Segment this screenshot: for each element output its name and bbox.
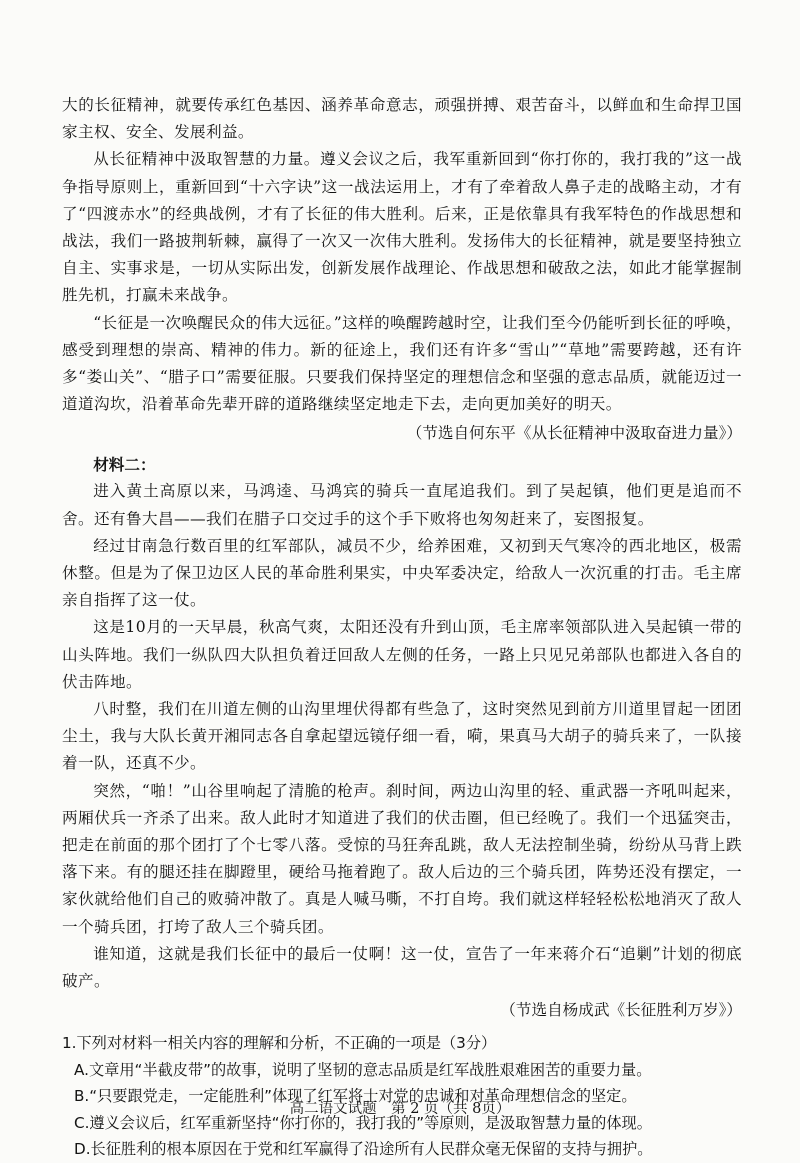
paragraph: 经过甘南急行数百里的红军部队，减员不少，给养困难，又初到天气寒冷的西北地区，极需休整。但是为了保卫边区人民的革命胜利果实，中央军委决定，给敌人一次沉重的打击。毛主席亲自指挥了这一仗。: [62, 536, 742, 610]
paragraph: 这是10月的一天早晨，秋高气爽，太阳还没有升到山顶，毛主席率领部队进入吴起镇一带的山头阵地。我们一纵队四大队担负着迂回敌人左侧的任务，一路上只见兄弟部队也都进入各自的伏击阵地。: [62, 618, 742, 691]
option-b: B.“只要跟党走，一定能胜利”体现了红军将士对党的忠诚和对革命理想信念的坚定。: [74, 1087, 637, 1106]
source-citation: （节选自何东平《从长征精神中汲取奋进力量》）: [406, 424, 742, 443]
paragraph: 大的长征精神，就要传承红色基因、涵养革命意志，顽强拼搏、艰苦奋斗，以鲜血和生命捍卫国家主权、安全、发展利益。: [62, 96, 742, 142]
question-stem: 1.下列对材料一相关内容的理解和分析，不正确的一项是（3分）: [62, 1034, 497, 1053]
paragraph: 进入黄土高原以来，马鸿逵、马鸿宾的骑兵一直尾追我们。到了吴起镇，他们更是追而不舍。还有鲁大昌——我们在腊子口交过手的这个手下败将也匆匆赶来了，妄图报复。: [62, 482, 742, 528]
page-footer: 高二语文试题 第 2 页（共 8页）: [289, 1101, 511, 1117]
source-citation: （节选自杨成武《长征胜利万岁》）: [500, 1001, 742, 1020]
paragraph: 从长征精神中汲取智慧的力量。遵义会议之后，我军重新回到“你打你的，我打我的”这一战争指导原则上，重新回到“十六字诀”这一战法运用上，才有了牵着敌人鼻子走的战略主动，才有了“四渡赤水”的经典战例，才有了长征的伟大胜利。后来，正是依靠具有我军特色的作战思想和战法，我们一路披荆斩棘，赢得了一次又一次伟大胜利。发扬伟大的长征精神，就是要坚持独立自主、实事求是，一切从实际出发，创新发展作战理论、作战思想和破敌之法，如此才能掌握制胜先机，打赢未来战争。: [62, 150, 742, 305]
paragraph: “长征是一次唤醒民众的伟大远征。”这样的唤醒跨越时空，让我们至今仍能听到长征的呼唤，感受到理想的崇高、精神的伟力。新的征途上，我们还有许多“雪山”“草地”需要跨越，还有许多“娄山关”、“腊子口”需要征服。只要我们保持坚定的理想信念和坚强的意志品质，就能迈过一道道沟坎，沿着革命先辈开辟的道路继续坚定地走下去，走向更加美好的明天。: [62, 313, 742, 414]
paragraph: 八时整，我们在川道左侧的山沟里埋伏得都有些急了，这时突然见到前方川道里冒起一团团尘土，我与大队长黄开湘同志各自拿起望远镜仔细一看，嗬，果真马大胡子的骑兵来了，一队接着一队，还真不少。: [62, 700, 742, 773]
paragraph: 突然，“啪！”山谷里响起了清脆的枪声。刹时间，两边山沟里的轻、重武器一齐吼叫起来，两厢伏兵一齐杀了出来。敌人此时才知道进了我们的伏击圈，但已经晚了。我们一个迅猛突击，把走在前面的那个团打了个七零八落。受惊的马狂奔乱跳，敌人无法控制坐骑，纷纷从马背上跌落下来。有的腿还挂在脚蹬里，硬给马拖着跑了。敌人后边的三个骑兵团，阵势还没有摆定，一家伙就给他们自己的败骑冲散了。真是人喊马嘶，不打自垮。我们就这样轻轻松松地消灭了敌人一个骑兵团，打垮了敌人三个骑兵团。: [62, 781, 742, 936]
option-a: A.文章用“半截皮带”的故事，说明了坚韧的意志品质是红军战胜艰难困苦的重要力量。: [74, 1060, 652, 1079]
material-two: [62, 451, 742, 1024]
material-one-continuation: [62, 92, 742, 447]
option-c: C.遵义会议后，红军重新坚持“你打你的，我打我的”等原则，是汲取智慧力量的体现。: [74, 1113, 652, 1132]
exam-page: [62, 92, 742, 1163]
section-heading: 材料二：: [93, 455, 156, 475]
option-d: D.长征胜利的根本原因在于党和红军赢得了沿途所有人民群众毫无保留的支持与拥护。: [74, 1140, 653, 1159]
paragraph: 谁知道，这就是我们长征中的最后一仗啊！这一仗，宣告了一年来蒋介石“追剿”计划的彻底破产。: [62, 944, 742, 991]
